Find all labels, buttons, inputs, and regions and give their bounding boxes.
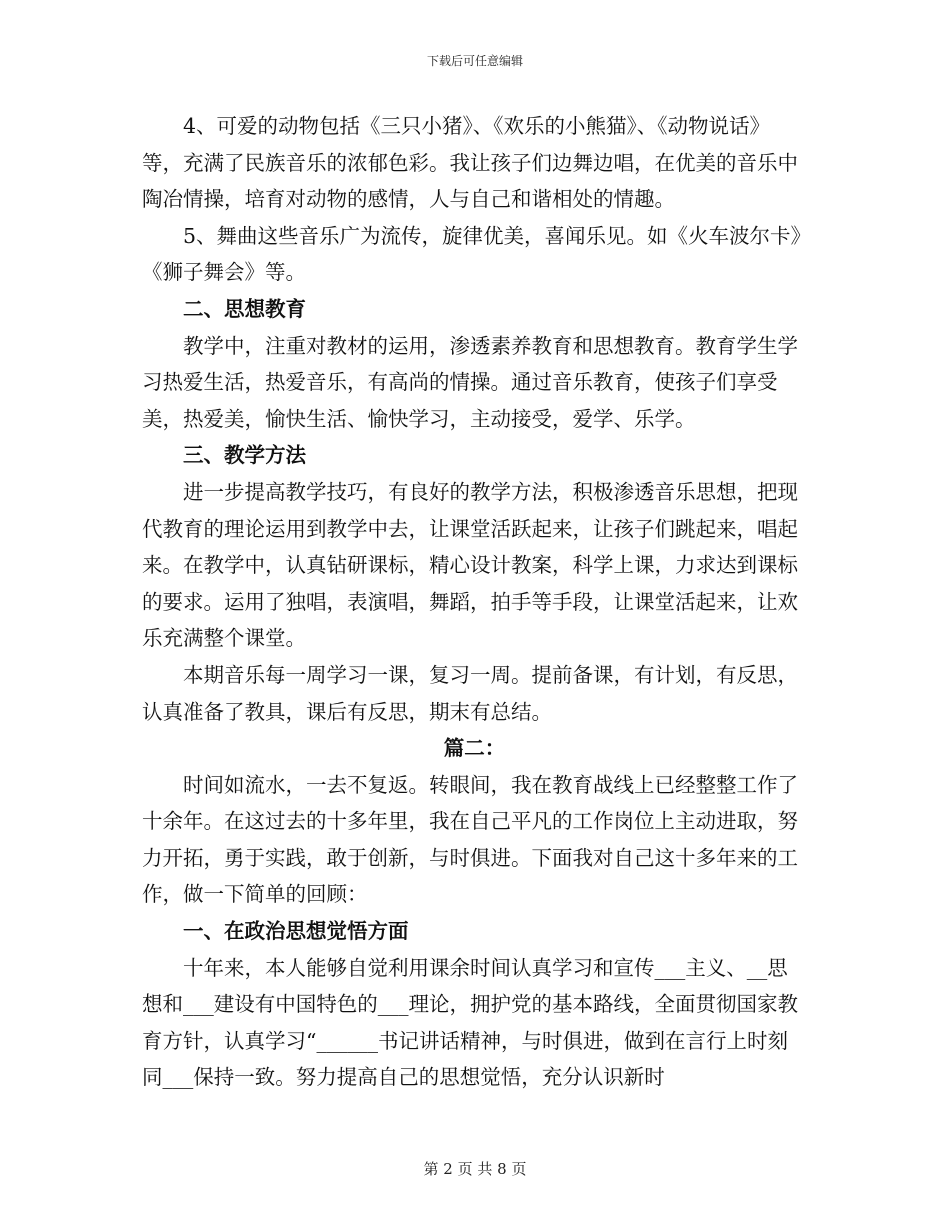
section-heading-political-awareness: 一、在政治思想觉悟方面 <box>183 919 409 944</box>
paragraph-political-awareness: 十年来，本人能够自觉利用课余时间认真学习和宣传___主义、__思想和___建设有中国特色的___理论，拥护党的基本路线，全面贯彻国家教育方针，认真学习“______书记讲话精神，与时俱进，做到在言行上时刻同___保持一致。努力提高自己的思想觉悟，充分认识新时 <box>142 955 798 1090</box>
part-two-title: 篇二： <box>443 736 506 761</box>
section-heading-ideology-education: 二、思想教育 <box>183 296 306 321</box>
paragraph-review-intro: 时间如流水，一去不复返。转眼间，我在教育战线上已经整整工作了十余年。在这过去的十多年里，我在自己平凡的工作岗位上主动进取，努力开拓，勇于实践，敢于创新，与时俱进。下面我对自己这十多年来的工作，做一下简单的回顾： <box>142 772 798 907</box>
section-heading-teaching-methods: 三、教学方法 <box>183 443 306 468</box>
paragraph-dance-music: 5、舞曲这些音乐广为流传，旋律优美，喜闻乐见。如《火车波尔卡》《狮子舞会》等。 <box>142 223 801 285</box>
page-footer: 第 2 页 共 8 页 <box>423 1160 527 1178</box>
paragraph-weekly-plan: 本期音乐每一周学习一课，复习一周。提前备课，有计划，有反思，认真准备了教具，课后有反思，期末有总结。 <box>142 662 798 724</box>
paragraph-animals: 4、可爱的动物包括《三只小猪》、《欢乐的小熊猫》、《动物说话》等，充满了民族音乐的浓郁色彩。我让孩子们边舞边唱，在优美的音乐中陶冶情操，培育对动物的感情，人与自己和谐相处的情趣。 <box>142 114 798 212</box>
page-header: 下载后可任意编辑 <box>426 54 523 68</box>
paragraph-ideology-education: 教学中，注重对教材的运用，渗透素养教育和思想教育。教育学生学习热爱生活，热爱音乐，有高尚的情操。通过音乐教育，使孩子们享受美，热爱美，愉快生活、愉快学习，主动接受，爱学、乐学。 <box>142 333 798 431</box>
paragraph-teaching-methods: 进一步提高教学技巧，有良好的教学方法，积极渗透音乐思想，把现代教育的理论运用到教学中去，让课堂活跃起来，让孩子们跳起来，唱起来。在教学中，认真钻研课标，精心设计教案，科学上课，力求达到课标的要求。运用了独唱，表演唱，舞蹈，拍手等手段，让课堂活起来，让欢乐充满整个课堂。 <box>142 479 798 651</box>
document-body <box>142 108 807 1096</box>
